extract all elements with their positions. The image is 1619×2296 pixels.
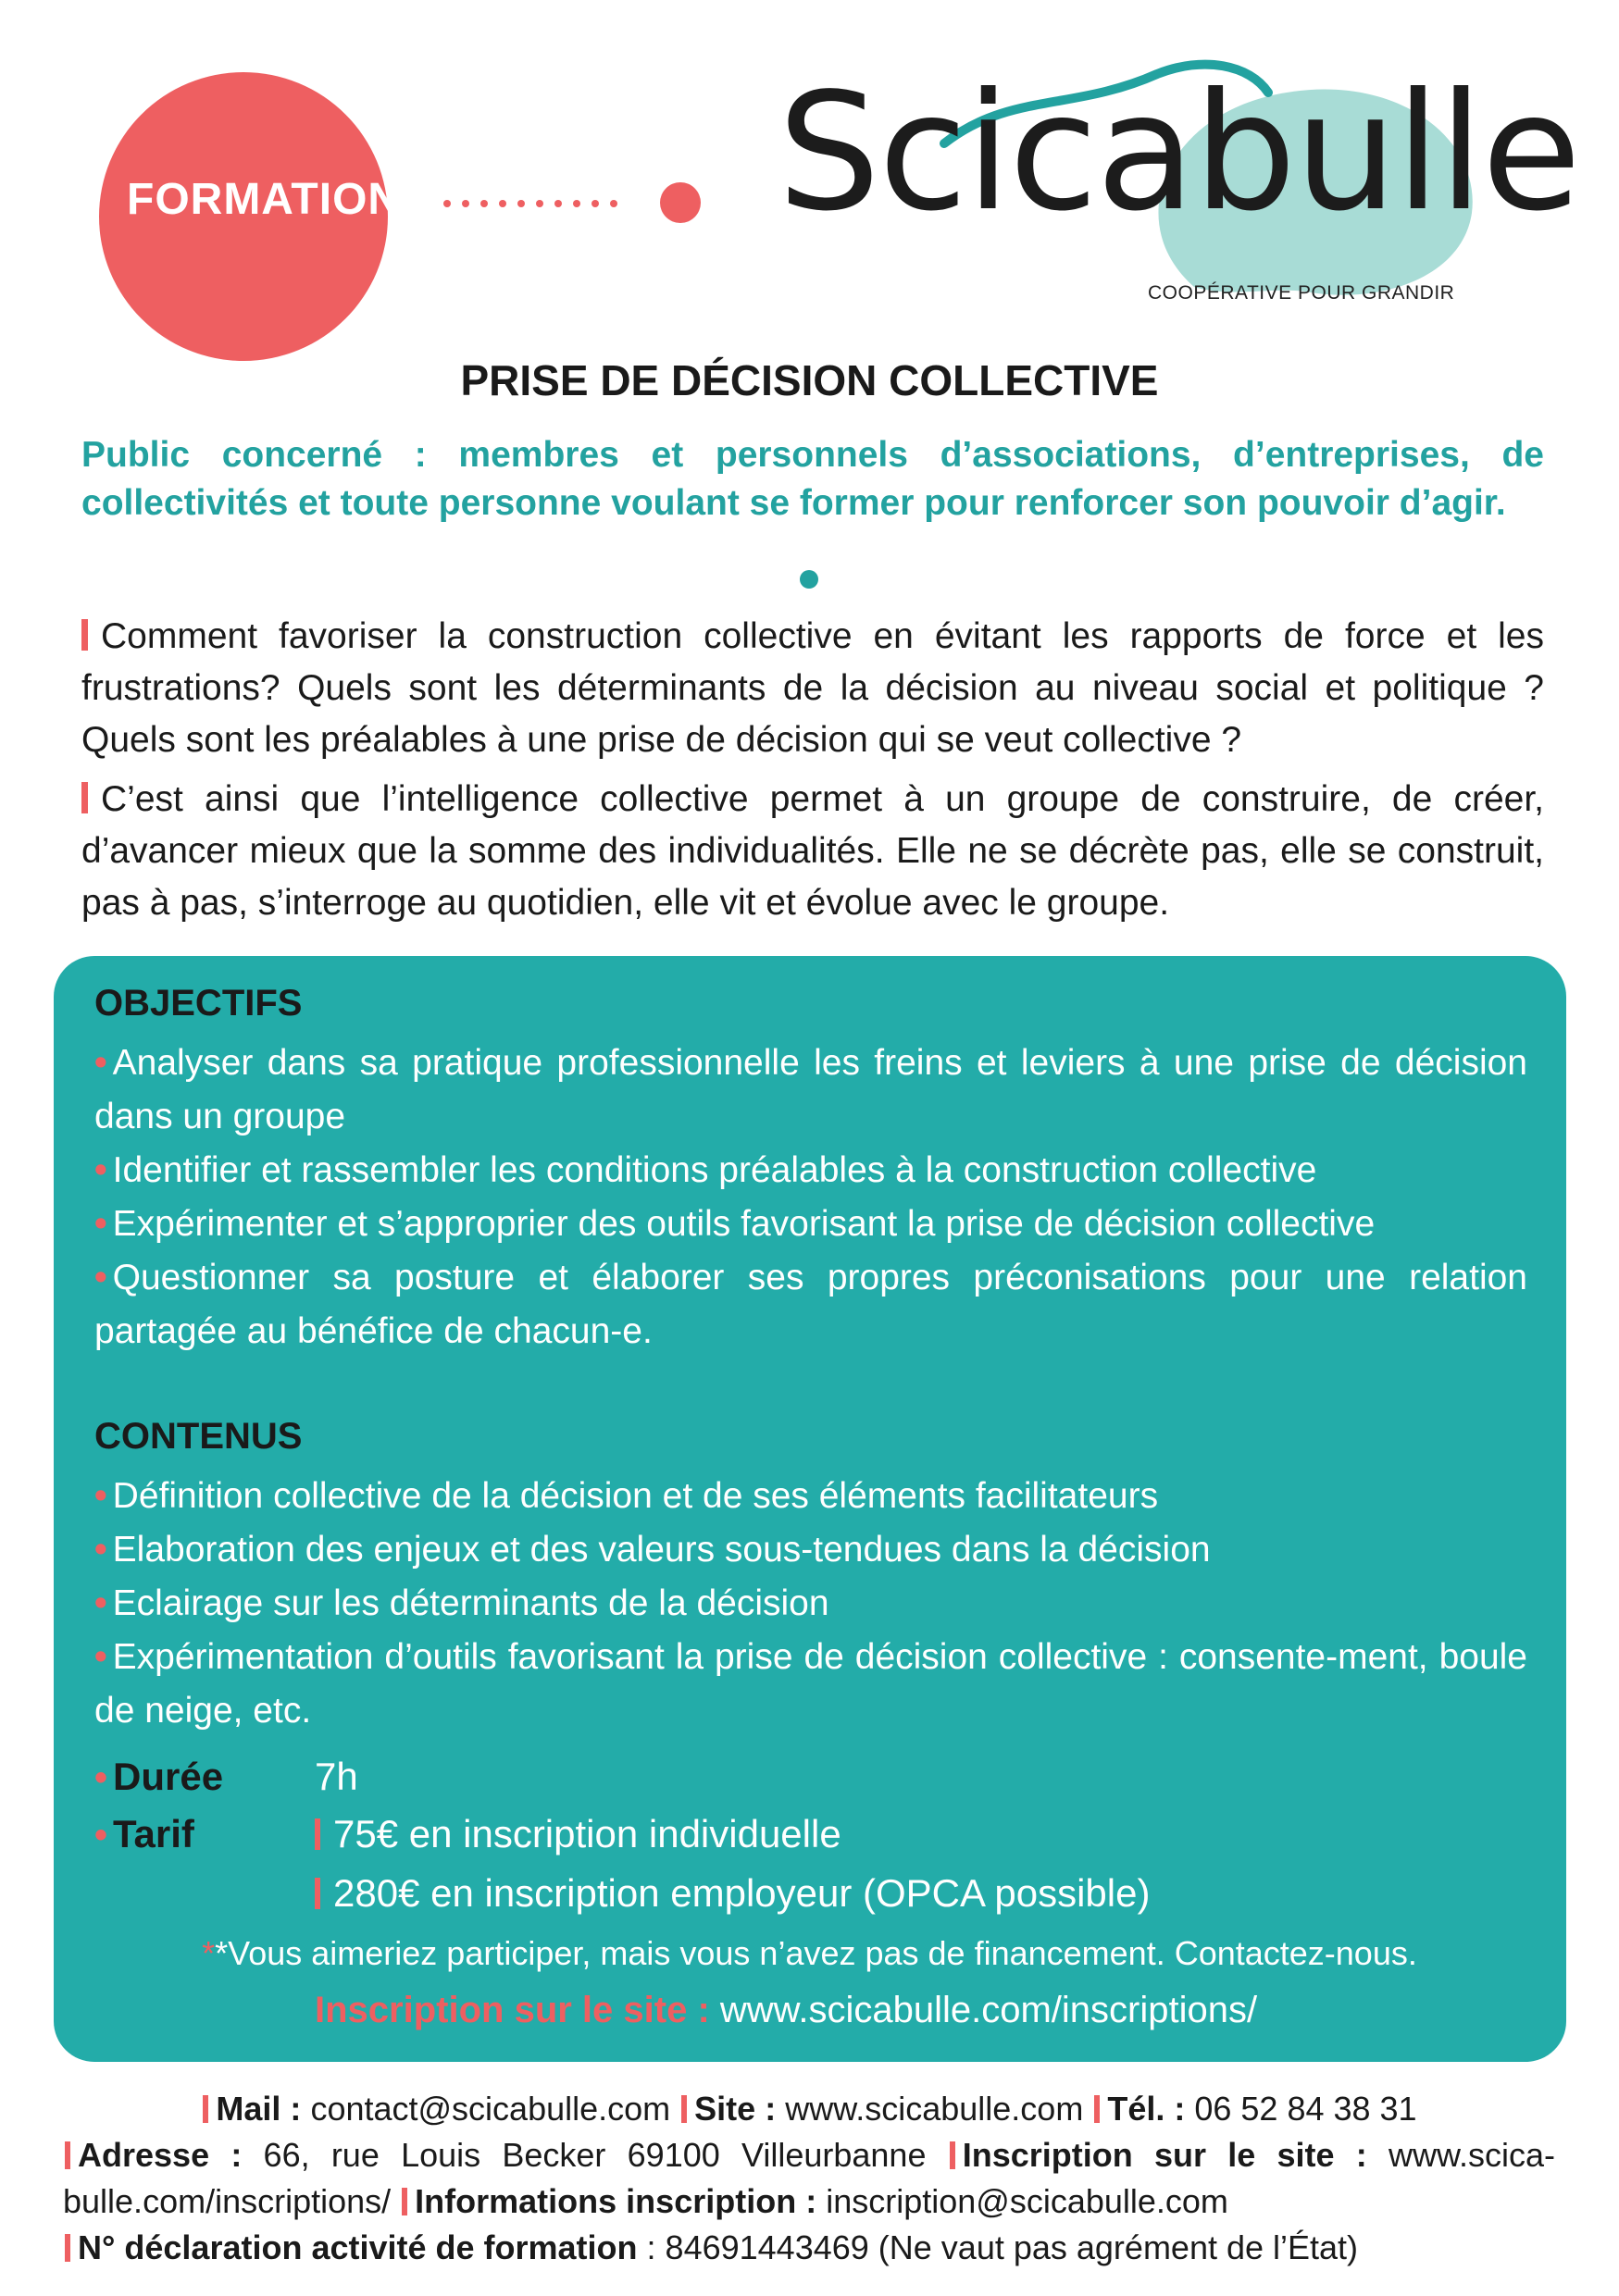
mail-link[interactable]: contact@scicabulle.com bbox=[310, 2090, 671, 2128]
contenus-heading: CONTENUS bbox=[94, 1416, 303, 1457]
list-item: • Eclairage sur les déterminants de la décision bbox=[94, 1583, 829, 1623]
info-email-link[interactable]: inscription@scicabulle.com bbox=[826, 2182, 1228, 2220]
list-item: • Identifier et rassembler les conditions préalables à la construction collective bbox=[94, 1150, 1317, 1190]
address: 66, rue Louis Becker 69100 Villeurbanne bbox=[263, 2136, 927, 2174]
declaration-number: : 84691443469 (Ne vaut pas agrément de l’État) bbox=[646, 2228, 1359, 2266]
tarif-label: Tarif bbox=[113, 1812, 194, 1855]
phone-number[interactable]: 06 52 84 38 31 bbox=[1194, 2090, 1417, 2128]
separator-dot bbox=[800, 570, 818, 589]
intro-paragraph: Comment favoriser la construction collective en évitant les rapports de force et les frustrations? Quels sont les déterminants de la décision au niveau social et politique ? Quels sont les préalables à une prise de décision qui se veut collective ? bbox=[81, 616, 1544, 760]
list-item: • Définition collective de la décision et de ses éléments facilitateurs bbox=[94, 1476, 1159, 1516]
intro-paragraph: C’est ainsi que l’intelligence collective permet à un groupe de construire, de créer, d’avancer mieux que la somme des individualités. Elle ne se décrète pas, elle se construit, pas à pas, s’interroge au quotidien, elle vit et évolue avec le groupe. bbox=[81, 779, 1544, 923]
contenus-list bbox=[94, 1470, 1527, 1738]
audience-text: Public concerné : membres et personnels d’associations, d’entreprises, de collectivités et toute personne voulant se former pour renforcer son pouvoir d’agir. bbox=[81, 435, 1544, 523]
objectifs-heading: OBJECTIFS bbox=[94, 983, 303, 1024]
tarif-value: 75€ en inscription individuelle bbox=[315, 1812, 841, 1856]
duree-row: • Durée bbox=[94, 1755, 224, 1798]
list-item: • Expérimentation d’outils favorisant la prise de décision collective : consente-ment, boule de neige, etc. bbox=[94, 1637, 1527, 1731]
intro-section bbox=[81, 611, 1544, 937]
duree-label: Durée bbox=[113, 1755, 224, 1798]
contact-footer bbox=[63, 2086, 1555, 2271]
logo-tagline: COOPÉRATIVE POUR GRANDIR bbox=[1148, 282, 1455, 304]
list-item: • Analyser dans sa pratique professionnelle les freins et leviers à une prise de décision dans un groupe bbox=[94, 1043, 1527, 1136]
funding-note: **Vous aimeriez participer, mais vous n’avez pas de financement. Contactez-nous. bbox=[202, 1934, 1417, 1972]
duree-value: 7h bbox=[315, 1755, 358, 1798]
dotted-connector bbox=[442, 197, 657, 210]
site-link[interactable]: www.scicabulle.com bbox=[785, 2090, 1084, 2128]
tarif-value: 280€ en inscription employeur (OPCA possible) bbox=[315, 1871, 1150, 1916]
list-item: • Elaboration des enjeux et des valeurs sous-tendues dans la décision bbox=[94, 1530, 1211, 1570]
formation-badge-label: FORMATION bbox=[127, 175, 402, 224]
page-title: PRISE DE DÉCISION COLLECTIVE bbox=[460, 356, 1159, 404]
logo-wordmark: Scicabulle bbox=[778, 59, 1580, 247]
list-item: • Questionner sa posture et élaborer ses propres préconisations pour une relation partagée au bénéfice de chacun-e. bbox=[94, 1258, 1527, 1351]
list-item: • Expérimenter et s’approprier des outils favorisant la prise de décision collective bbox=[94, 1204, 1376, 1244]
connector-end-dot bbox=[659, 181, 702, 224]
footer-line: Mail : contact@scicabulle.com Site : www.scicabulle.com Tél. : 06 52 84 38 31 bbox=[63, 2086, 1555, 2132]
footer-signup-link[interactable]: www.scica-bulle.com/inscriptions/ bbox=[63, 2136, 1555, 2220]
bar-marker bbox=[81, 619, 88, 651]
footer-line: N° déclaration activité de formation : 84691443469 (Ne vaut pas agrément de l’État) bbox=[63, 2225, 1555, 2271]
bar-marker bbox=[81, 782, 88, 813]
signup-label: Inscription sur le site : bbox=[315, 1990, 710, 2030]
footer-line: Adresse : 66, rue Louis Becker 69100 Villeurbanne Inscription sur le site : www.scica-bulle.com/inscriptions/ Informations inscription : inscription@scicabulle.com bbox=[63, 2136, 1555, 2220]
objectifs-list bbox=[94, 1036, 1527, 1359]
signup-link[interactable]: www.scicabulle.com/inscriptions/ bbox=[719, 1990, 1258, 2030]
tarif-row: • Tarif bbox=[94, 1812, 194, 1855]
signup-line bbox=[315, 1990, 1257, 2031]
